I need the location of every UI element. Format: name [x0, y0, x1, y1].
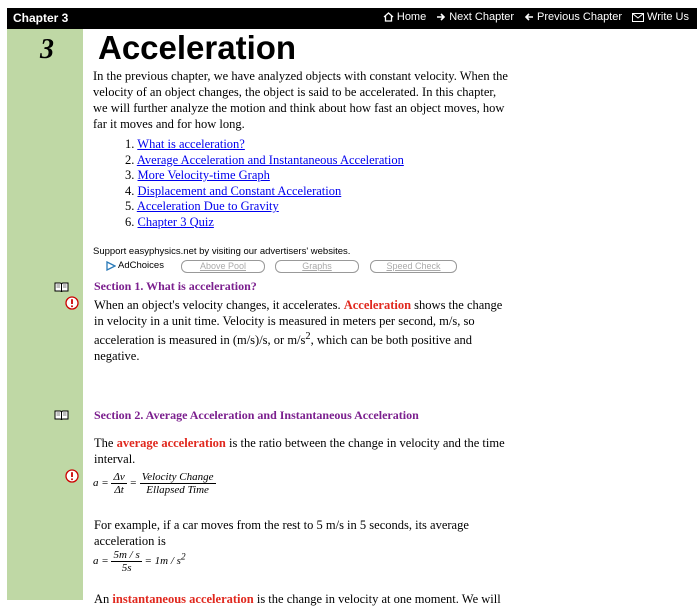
s2-term-instantaneous-acceleration: instantaneous acceleration	[112, 592, 254, 606]
ad-link-above-pool[interactable]: Above Pool	[181, 260, 265, 273]
nav-next-chapter[interactable]	[436, 11, 514, 23]
adchoices-icon	[106, 261, 116, 271]
toc-item	[125, 184, 404, 200]
toc-number: 3.	[125, 168, 135, 182]
book-icon	[54, 409, 69, 421]
f1-numerator-words: Velocity Change	[141, 471, 214, 483]
section-2-paragraph-1	[94, 435, 514, 467]
mail-icon	[632, 13, 644, 22]
adchoices-link[interactable]	[106, 260, 164, 271]
nav-home[interactable]	[383, 11, 426, 23]
ad-link-graphs[interactable]: Graphs	[275, 260, 359, 273]
adchoices-label: AdChoices	[118, 260, 164, 271]
toc-number: 6.	[125, 214, 135, 229]
toc-number: 1.	[125, 137, 135, 151]
f2-denominator: 5s	[121, 562, 132, 574]
ad-link-speed-check[interactable]: Speed Check	[370, 260, 457, 273]
toc-number: 2.	[125, 152, 135, 167]
top-nav	[383, 11, 689, 23]
arrow-left-icon	[524, 12, 534, 22]
f1-denominator-words: Ellapsed Time	[146, 484, 209, 496]
f1-equals: =	[129, 477, 137, 490]
s2-text-post: is the ratio between the change in velocity and the time interval.	[94, 436, 505, 466]
table-of-contents	[125, 137, 404, 230]
example-formula	[93, 549, 186, 574]
nav-home-label: Home	[396, 11, 427, 23]
section-1-paragraph	[94, 297, 514, 364]
alert-icon	[65, 296, 79, 310]
average-acceleration-formula	[93, 471, 216, 496]
toc-item	[125, 168, 404, 184]
nav-previous-label: Previous Chapter	[537, 11, 623, 23]
s1-term-acceleration: Acceleration	[343, 298, 412, 312]
nav-write-us-label: Write Us	[647, 11, 689, 23]
f1-numerator: Δv	[113, 471, 125, 483]
toc-item	[125, 199, 404, 215]
book-icon	[54, 281, 69, 293]
f1-denominator: Δt	[114, 484, 124, 496]
toc-number: 5.	[125, 199, 135, 213]
s2-p3-pre: An	[94, 592, 110, 606]
toc-number: 4.	[125, 183, 135, 198]
s1-text-post: shows the change in velocity in a unit time. Velocity is measured in meters per second, m/s, so acceleration is measured in (m/s)/s, or m/s	[94, 298, 503, 348]
f1-fraction	[111, 471, 126, 496]
toc-link-gravity[interactable]: Acceleration Due to Gravity	[136, 199, 279, 213]
toc-item	[125, 153, 404, 169]
s1-superscript: 2	[305, 331, 311, 342]
sidebar-strip	[7, 29, 83, 600]
nav-write-us[interactable]	[632, 11, 689, 23]
section-2-heading: Section 2. Average Acceleration and Instantaneous Acceleration	[94, 408, 419, 422]
f2-lhs: a =	[93, 555, 109, 568]
header-bar	[7, 8, 697, 29]
section-2-paragraph-2: For example, if a car moves from the rest to 5 m/s in 5 seconds, its average acceleration is	[94, 518, 469, 548]
chapter-label: Chapter 3	[13, 11, 69, 25]
toc-link-average-acceleration[interactable]: Average Acceleration and Instantaneous Acceleration	[136, 152, 404, 167]
s2-term-average-acceleration: average acceleration	[116, 436, 226, 450]
toc-link-velocity-time-graph[interactable]: More Velocity-time Graph	[137, 168, 270, 182]
page-title: Acceleration	[98, 29, 297, 66]
toc-link-quiz[interactable]: Chapter 3 Quiz	[137, 214, 214, 229]
s2-p3-post: is the change in velocity at one moment. We will	[256, 592, 501, 606]
top-bar	[0, 0, 700, 32]
alert-icon	[65, 469, 79, 483]
support-text: Support easyphysics.net by visiting our advertisers' websites.	[93, 246, 351, 257]
toc-item	[125, 215, 404, 231]
section-2-paragraph-3	[94, 591, 514, 607]
s1-text-pre: When an object's velocity changes, it accelerates.	[94, 298, 341, 312]
section-1-heading: Section 1. What is acceleration?	[94, 279, 257, 293]
arrow-right-icon	[436, 12, 446, 22]
nav-previous-chapter[interactable]	[524, 11, 622, 23]
f2-rhs: = 1m / s	[144, 555, 181, 568]
f1-lhs: a =	[93, 477, 109, 490]
intro-paragraph: In the previous chapter, we have analyzed objects with constant velocity. When the velocity of an object changes, the object is said to be accelerated. In this chapter, we will further analyze the motion and think about how fast an object moves, how far it moves and for how long.	[93, 69, 508, 131]
f1-fraction-words	[140, 471, 216, 496]
s1-text-end: , which can be both positive and negative.	[94, 333, 473, 364]
f2-numerator: 5m / s	[113, 549, 140, 561]
s2-text-pre: The	[94, 436, 114, 450]
f2-fraction	[111, 549, 141, 574]
home-icon	[383, 12, 394, 22]
f2-superscript: 2	[180, 551, 186, 562]
toc-link-displacement[interactable]: Displacement and Constant Acceleration	[137, 183, 342, 198]
toc-item	[125, 137, 404, 153]
nav-next-label: Next Chapter	[449, 11, 515, 23]
toc-link-what-is-acceleration[interactable]: What is acceleration?	[137, 137, 245, 151]
chapter-number: 3	[40, 34, 54, 65]
